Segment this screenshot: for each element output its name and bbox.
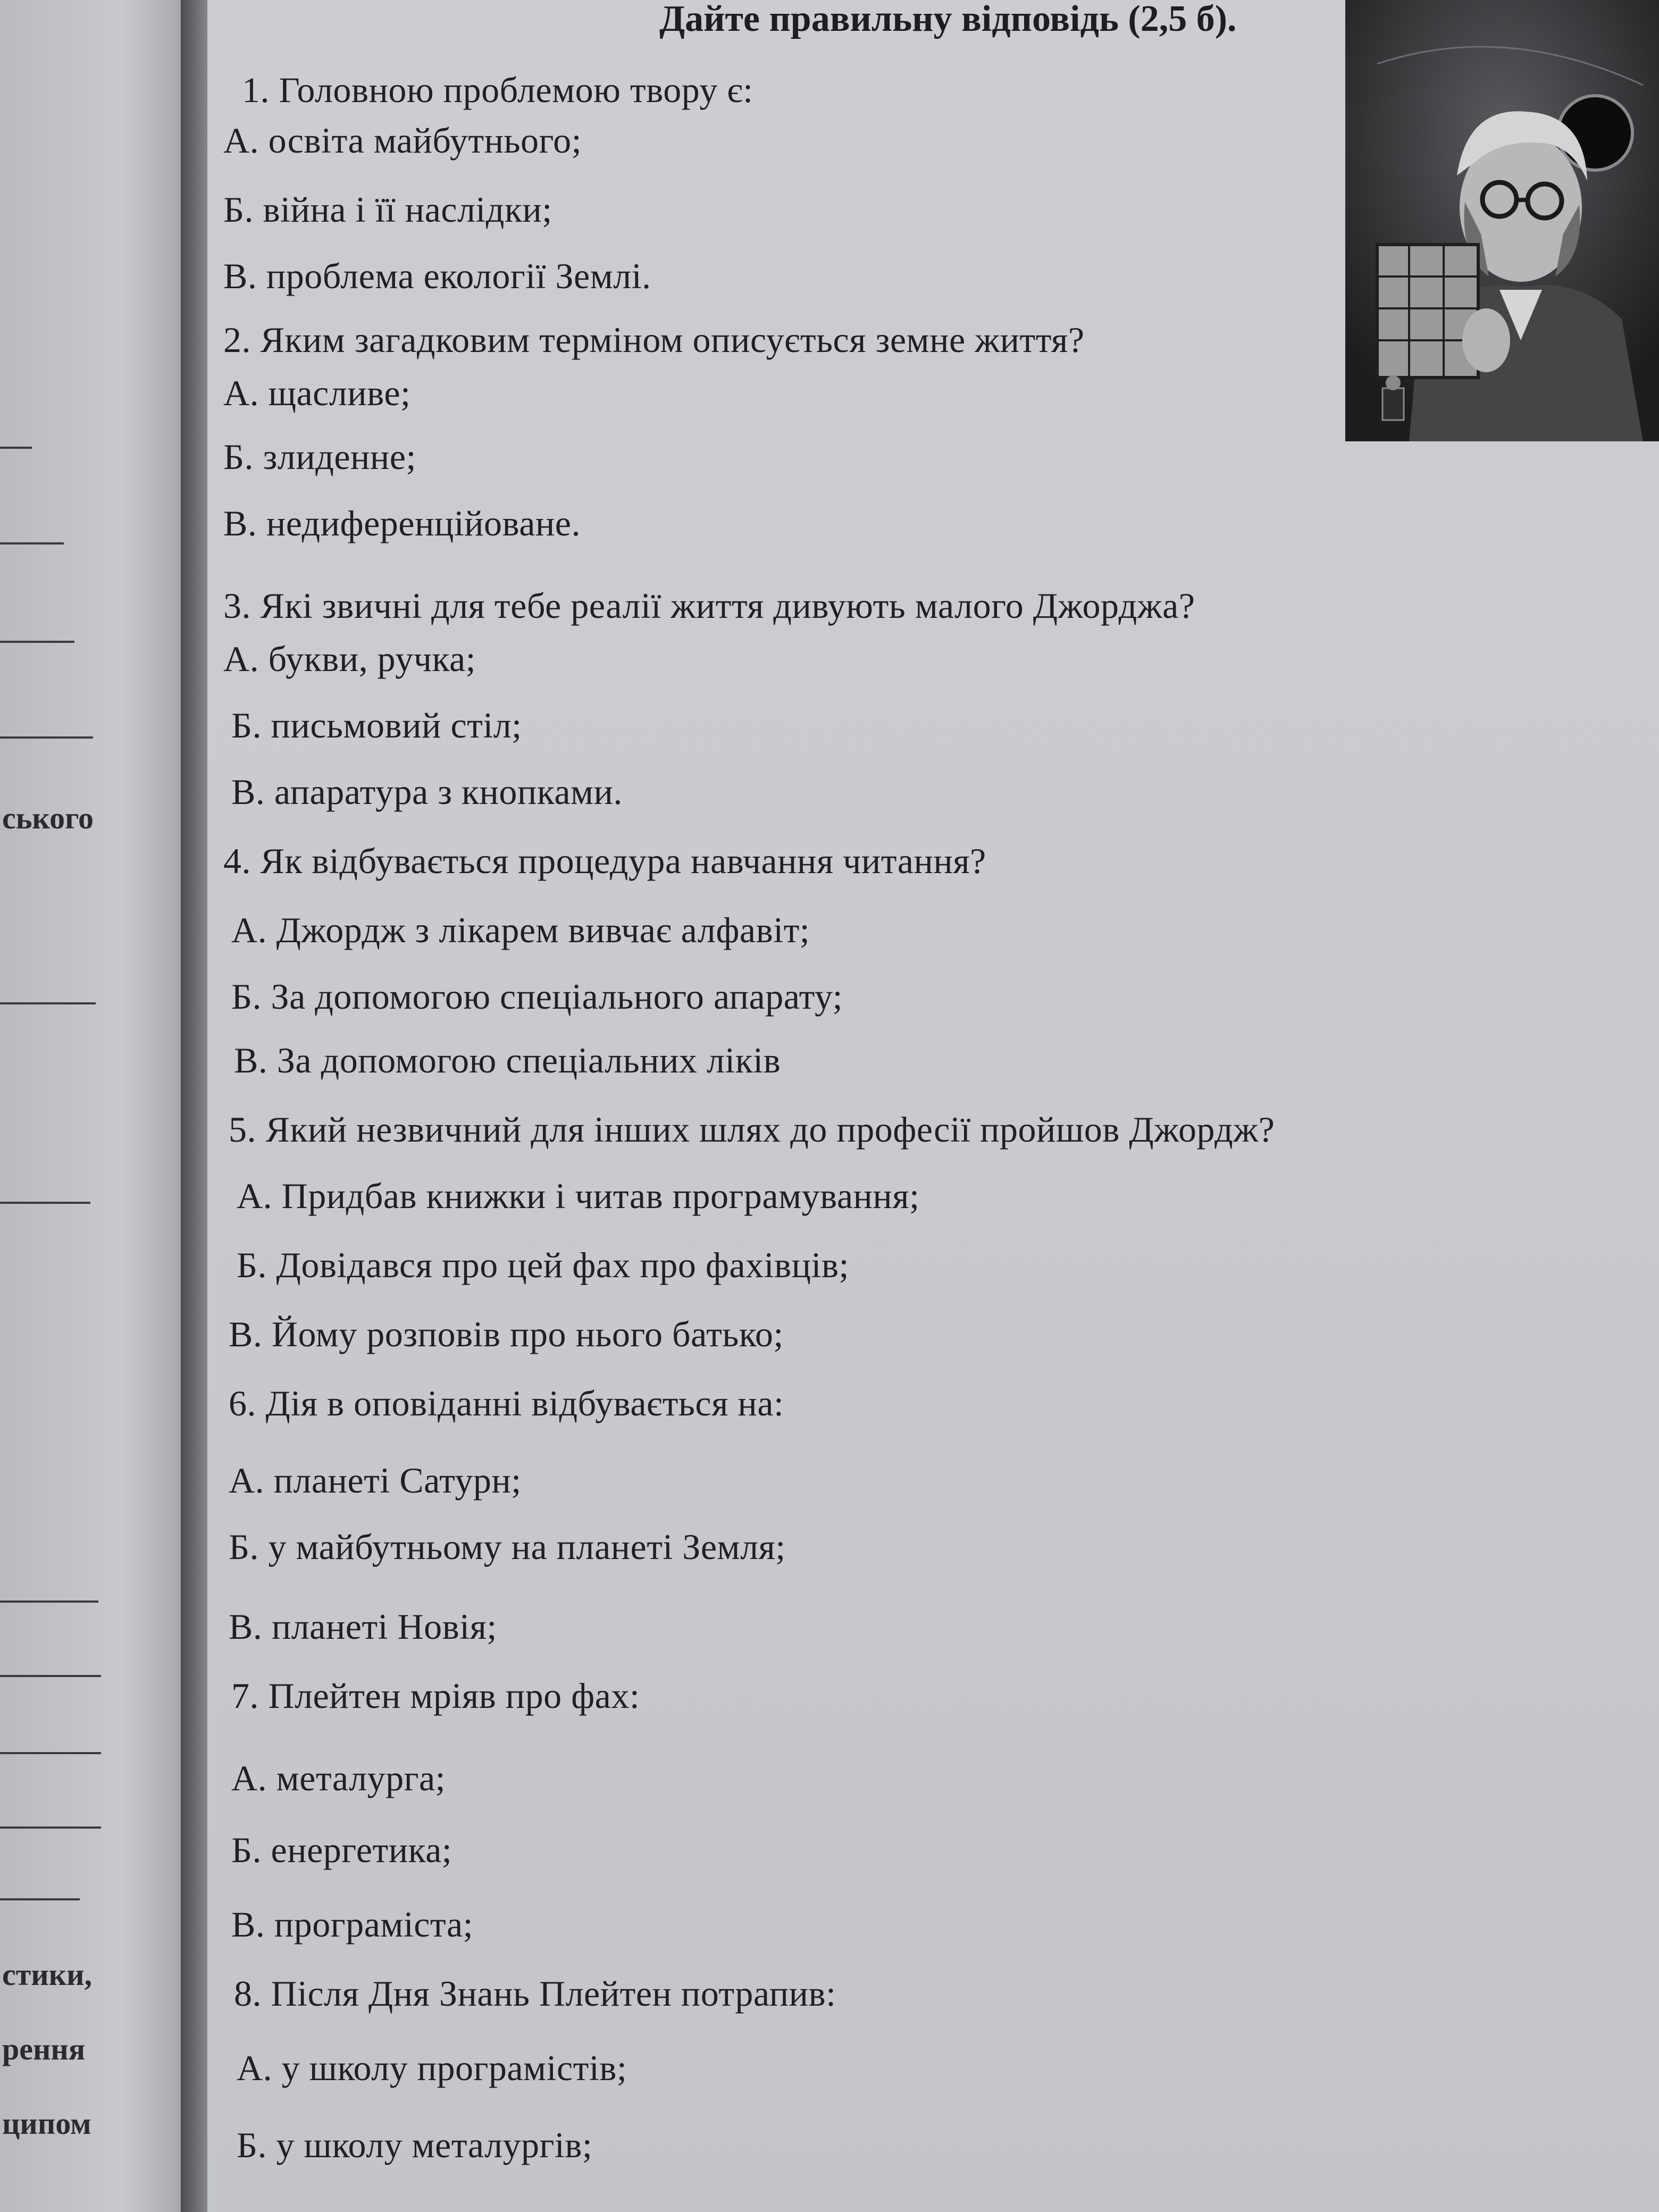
author-portrait-illustration (1345, 0, 1659, 441)
left-page-word: ського (2, 801, 94, 835)
option: А. букви, ручка; (223, 639, 476, 679)
option: В. планеті Новія; (229, 1606, 497, 1647)
option: Б. енергетика; (231, 1830, 453, 1870)
answer-line (0, 1202, 90, 1204)
left-page-word: стики, (2, 1957, 92, 1992)
answer-line (0, 1002, 96, 1004)
option: Б. За допомогою спеціального апарату; (231, 976, 843, 1017)
option: Б. у майбутньому на планеті Земля; (229, 1527, 786, 1567)
option: А. освіта майбутнього; (223, 120, 582, 161)
left-facing-page (0, 0, 202, 2212)
answer-line (0, 1898, 80, 1900)
answer-line (0, 1752, 101, 1754)
option: Б. письмовий стіл; (231, 705, 522, 745)
answer-line (0, 1826, 101, 1829)
answer-line (0, 447, 32, 449)
question-6: 6. Дія в оповіданні відбувається на: (229, 1383, 784, 1423)
answer-line (0, 1601, 98, 1603)
option: А. Джордж з лікарем вивчає алфавіт; (231, 910, 810, 950)
question-5: 5. Який незвичний для інших шлях до професії пройшов Джордж? (229, 1109, 1275, 1150)
task-heading: Дайте правильну відповідь (2,5 б). (659, 0, 1237, 39)
question-3: 3. Які звичні для тебе реалії життя дивують малого Джорджа? (223, 585, 1195, 626)
option: А. планеті Сатурн; (229, 1460, 522, 1501)
option: Б. війна і її наслідки; (223, 189, 552, 230)
question-4: 4. Як відбувається процедура навчання читання? (223, 841, 986, 881)
question-7: 7. Плейтен мріяв про фах: (231, 1675, 640, 1716)
portrait-drawing (1345, 0, 1659, 441)
question-2: 2. Яким загадковим терміном описується земне життя? (223, 320, 1085, 360)
answer-line (0, 1675, 101, 1677)
answer-line (0, 641, 74, 643)
option: А. металурга; (231, 1758, 446, 1798)
option: В. апаратура з кнопками. (231, 772, 623, 812)
answer-line (0, 736, 93, 739)
question-1: 1. Головною проблемою твору є: (242, 70, 753, 110)
question-8: 8. Після Дня Знань Плейтен потрапив: (234, 1973, 836, 2014)
option: В. недиференційоване. (223, 503, 581, 543)
answer-line (0, 542, 64, 544)
option: Б. у школу металургів; (237, 2125, 593, 2165)
option: В. проблема екології Землі. (223, 256, 651, 296)
option: А. у школу програмістів; (237, 2048, 627, 2088)
option: В. Йому розповів про нього батько; (229, 1314, 784, 1354)
option: В. програміста; (231, 1904, 474, 1945)
left-page-word: рення (2, 2032, 86, 2066)
option: В. За допомогою спеціальних ліків (234, 1040, 781, 1080)
option: А. Придбав книжки і читав програмування; (237, 1176, 920, 1216)
option: Б. злиденне; (223, 437, 416, 477)
left-page-word: ципом (2, 2106, 91, 2141)
option: А. щасливе; (223, 373, 411, 413)
option: Б. Довідався про цей фах про фахівців; (237, 1245, 849, 1285)
